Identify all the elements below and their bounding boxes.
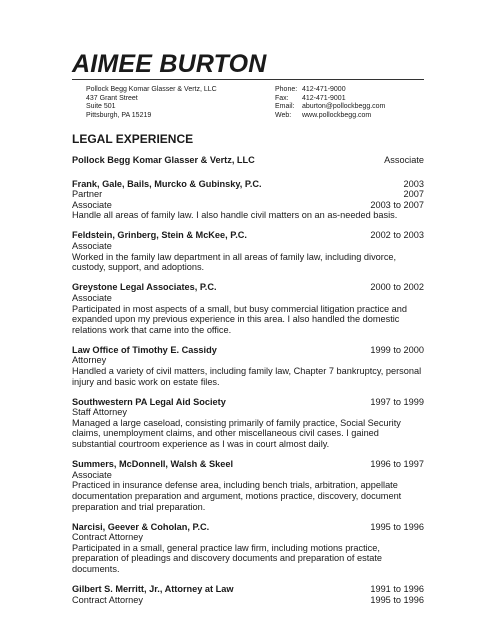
experience-entry (72, 584, 424, 605)
entry-dates: 1997 to 1999 (370, 396, 424, 407)
address-line: Pittsburgh, PA 15219 (86, 111, 152, 119)
entry-header (72, 397, 424, 408)
entry-header (72, 282, 424, 293)
firm-name: Feldstein, Grinberg, Stein & McKee, P.C. (72, 230, 247, 241)
experience-list (72, 155, 424, 615)
role-row (72, 293, 424, 304)
role-title: Associate (72, 469, 112, 480)
role-row (72, 470, 424, 481)
entry-header (72, 230, 424, 241)
role-title: Attorney (72, 355, 107, 366)
entry-header (72, 522, 424, 533)
address-line: 437 Grant Street (86, 94, 138, 102)
entry-dates: 2002 to 2003 (370, 230, 424, 241)
role-row (72, 189, 424, 200)
entry-description: Practiced in insurance defense area, including bench trials, arbitration, appellate documentation preparation and argument, motions practice, discovery, document preparation and trial preparation. (72, 480, 402, 512)
entry-description: Worked in the family law department in all areas of family law, including divorce, custody, support, and adoptions. (72, 251, 397, 273)
experience-entry (72, 397, 424, 450)
header-divider (72, 79, 424, 80)
entry-header (72, 584, 424, 595)
email-link[interactable]: aburton@pollockbegg.com (302, 103, 386, 110)
entry-description: Managed a large caseload, consisting primarily of family practice, Social Security claims, unemployment claims, and other miscellaneous civil cases. I gained substantial courtroom experience as I was in court almost daily. (72, 417, 401, 450)
firm-name: Frank, Gale, Bails, Murcko & Gubinsky, P.C. (72, 178, 262, 189)
entry-description: Participated in most aspects of a small, but busy commercial litigation practice and expanded upon my previous experience in this area. I also handled the domestic relations work that came into the office. (72, 303, 407, 335)
role-row (72, 241, 424, 252)
role-row (72, 355, 424, 366)
firm-name: Greystone Legal Associates, P.C. (72, 282, 217, 293)
role-title: Associate (72, 241, 112, 252)
firm-name: Narcisi, Geever & Coholan, P.C. (72, 521, 210, 532)
role-dates: 2007 (403, 189, 424, 200)
role-row (72, 595, 424, 606)
role-title: Associate (72, 199, 112, 210)
experience-entry (72, 230, 424, 272)
experience-entry (72, 282, 424, 335)
entry-description: Handled a variety of civil matters, including family law, Chapter 7 bankruptcy, personal injury and basic work on estate files. (72, 366, 422, 387)
address-line: Pollock Begg Komar Glasser & Vertz, LLC (86, 86, 217, 93)
experience-entry (72, 459, 424, 512)
role-title: Staff Attorney (72, 407, 127, 418)
candidate-name: AIMEE BURTON (72, 50, 267, 78)
experience-entry (72, 522, 424, 575)
phone-label: Phone: (275, 86, 298, 93)
contact-labels (275, 86, 297, 120)
role-dates: 2003 to 2007 (370, 199, 424, 210)
firm-name: Southwestern PA Legal Aid Society (72, 396, 226, 407)
section-title: LEGAL EXPERIENCE (72, 132, 194, 146)
entry-dates: 1996 to 1997 (370, 459, 424, 470)
role-row (72, 200, 424, 211)
role-dates: 1995 to 1996 (370, 594, 424, 605)
firm-name: Pollock Begg Komar Glasser & Vertz, LLC (72, 155, 255, 165)
address-line: Suite 501 (86, 103, 116, 110)
role-title: Partner (72, 189, 103, 200)
entry-dates: Associate (384, 155, 424, 165)
fax-label: Fax: (275, 94, 289, 102)
entry-dates: 2000 to 2002 (370, 282, 424, 293)
entry-header (72, 459, 424, 470)
entry-description: Handle all areas of family law. I also handle civil matters on an as-needed basis. (72, 210, 398, 221)
role-title: Associate (72, 292, 112, 303)
phone-value: 412-471-9000 (302, 86, 346, 93)
contact-values (302, 86, 385, 120)
web-label: Web: (275, 111, 292, 119)
entry-dates: 1999 to 2000 (370, 344, 424, 355)
web-link[interactable]: www.pollockbegg.com (302, 111, 372, 119)
role-row (72, 407, 424, 418)
entry-header (72, 179, 424, 190)
entry-dates: 1991 to 1996 (370, 584, 424, 595)
firm-name: Summers, McDonnell, Walsh & Skeel (72, 459, 233, 470)
experience-entry (72, 155, 424, 166)
role-row (72, 532, 424, 543)
entry-dates: 2003 (403, 178, 424, 189)
experience-entry (72, 179, 424, 221)
entry-description: Participated in a small, general practice law firm, including motions practice, preparation of pleadings and discovery documents and preparation of estate documents. (72, 542, 383, 574)
entry-header (72, 155, 424, 166)
entry-dates: 1995 to 1996 (370, 521, 424, 532)
experience-entry (72, 345, 424, 387)
role-title: Contract Attorney (72, 532, 143, 543)
role-title: Contract Attorney (72, 594, 143, 605)
firm-name: Gilbert S. Merritt, Jr., Attorney at Law (72, 584, 234, 595)
contact-address (86, 86, 217, 120)
entry-header (72, 345, 424, 356)
firm-name: Law Office of Timothy E. Cassidy (72, 344, 217, 355)
email-label: Email: (275, 103, 295, 110)
fax-value: 412-471-9001 (302, 94, 346, 102)
